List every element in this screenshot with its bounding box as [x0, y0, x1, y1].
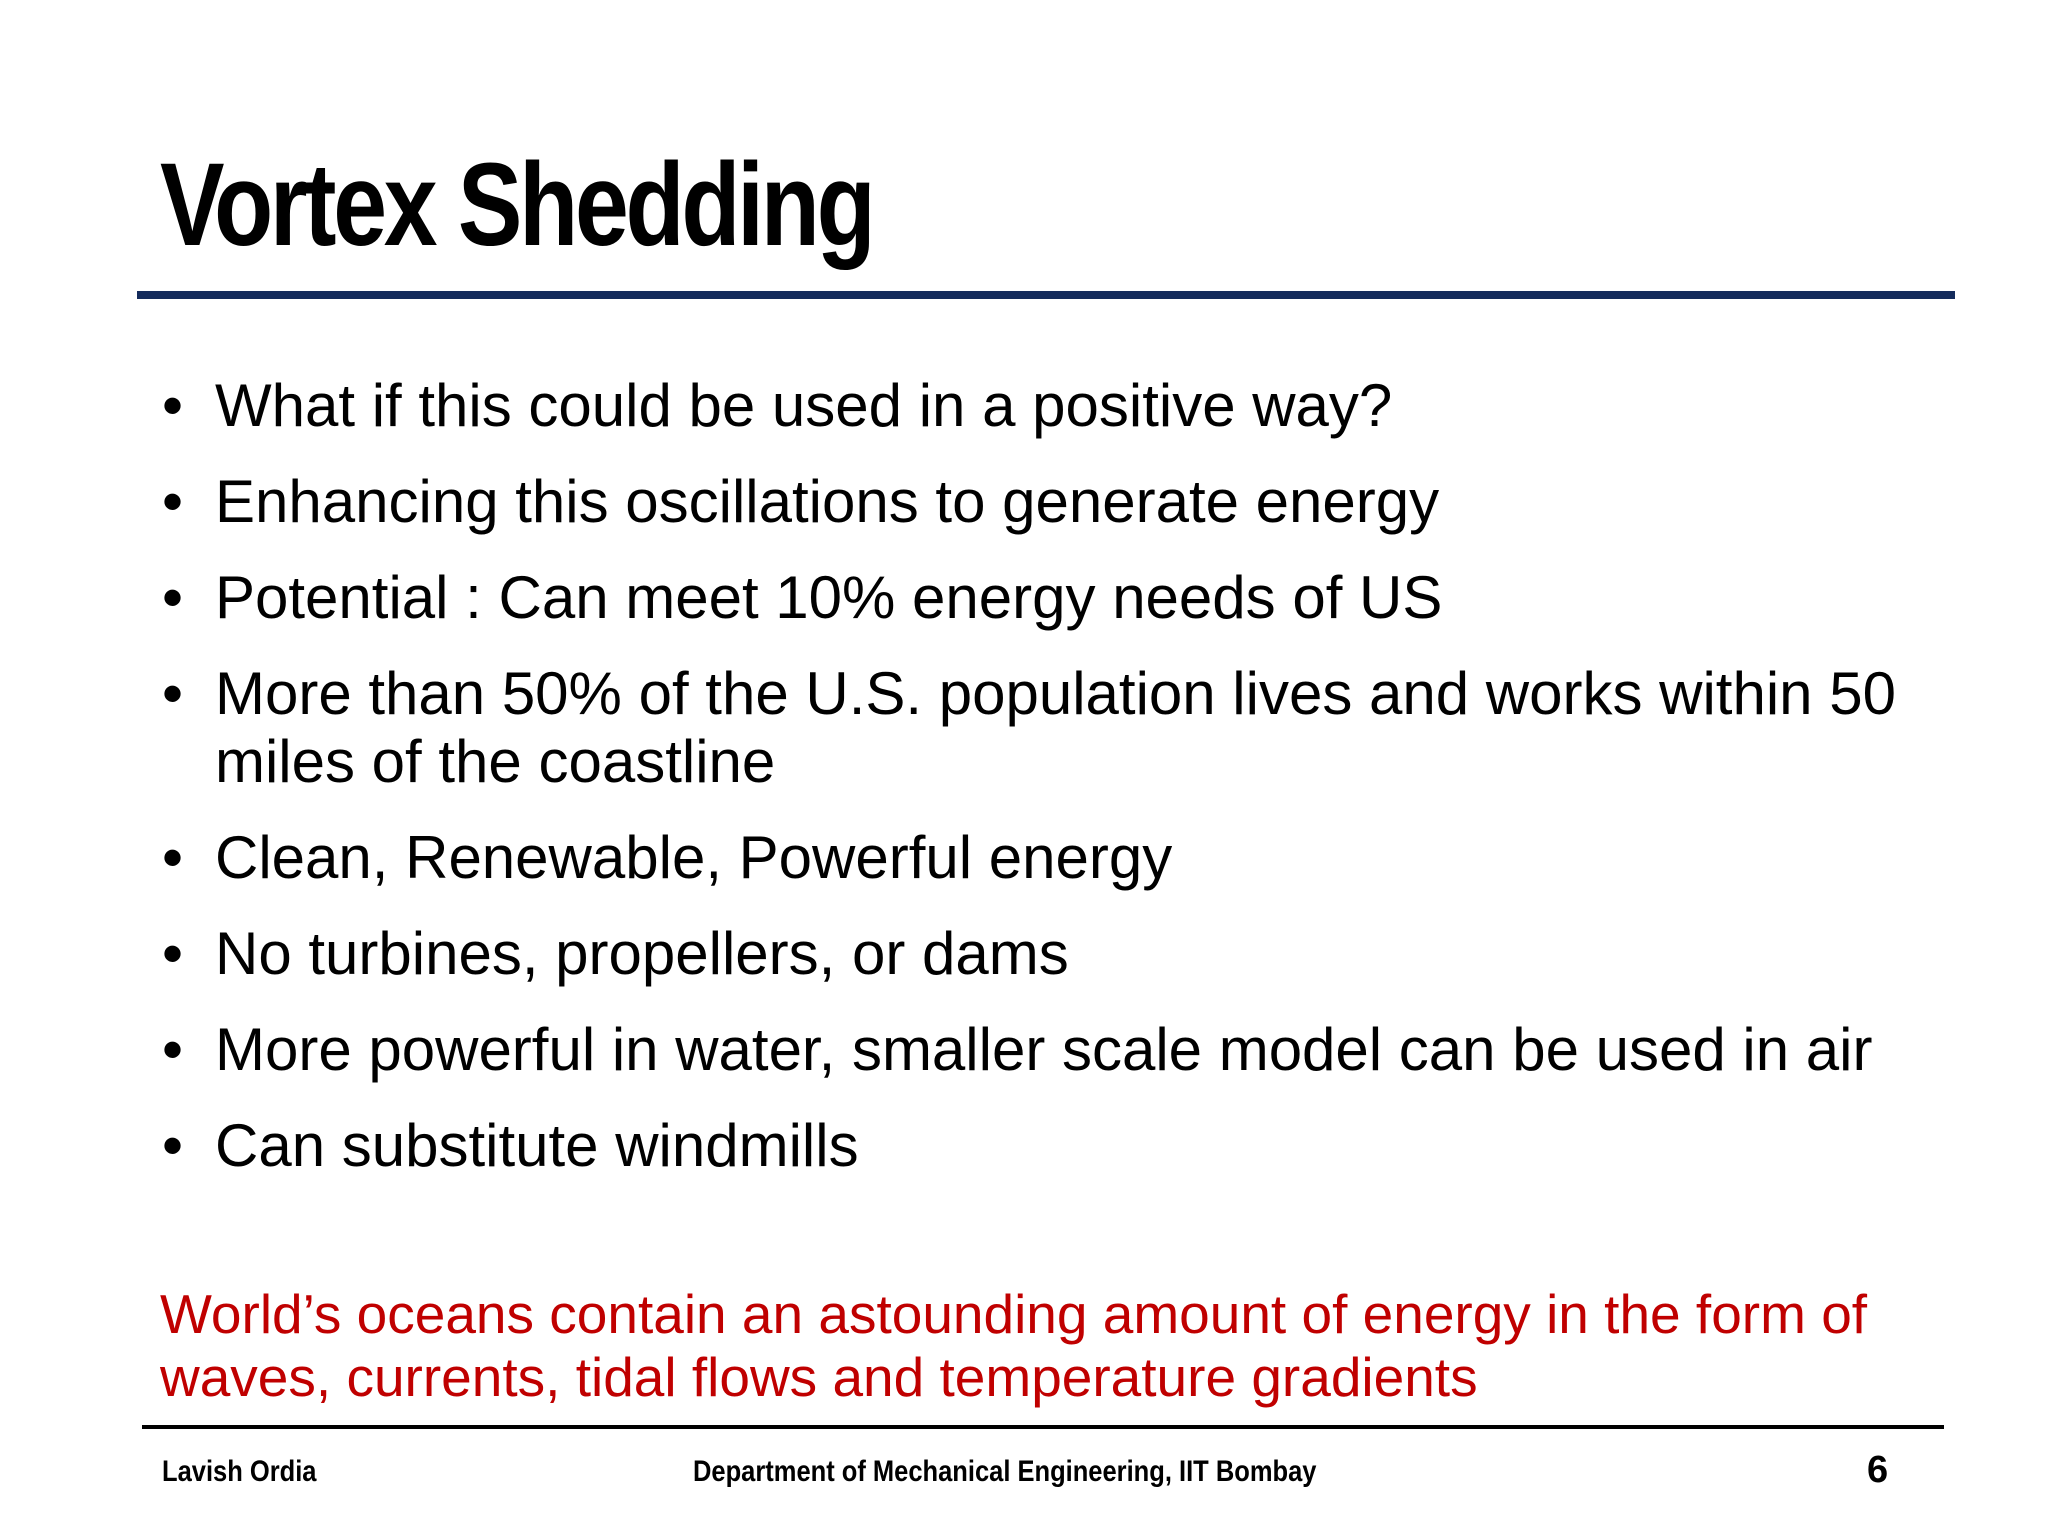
bullet-dot: •: [162, 824, 184, 891]
bullet-text: Enhancing this oscillations to generate energy: [215, 468, 1440, 535]
bullet-item: [160, 660, 1930, 796]
bullet-item: [160, 564, 1930, 632]
bullet-item: [160, 372, 1930, 440]
bullet-text: What if this could be used in a positive way?: [215, 372, 1393, 439]
bullet-text: Can substitute windmills: [215, 1112, 859, 1179]
bullet-dot: •: [162, 1112, 184, 1179]
bullet-dot: •: [162, 1016, 184, 1083]
bullet-text: Clean, Renewable, Powerful energy: [215, 824, 1173, 891]
bullet-dot: •: [162, 660, 184, 727]
bullet-dot: •: [162, 920, 184, 987]
bullet-list: [160, 372, 1930, 1208]
page-number: 6: [1867, 1449, 1889, 1491]
bullet-dot: •: [162, 564, 184, 631]
bullet-item: [160, 920, 1930, 988]
footer-department: Department of Mechanical Engineering, IIT Bombay: [693, 1455, 1317, 1488]
footer-rule: [142, 1425, 1944, 1429]
bullet-item: [160, 1016, 1930, 1084]
bullet-dot: •: [162, 372, 184, 439]
bullet-item: [160, 1112, 1930, 1180]
bullet-text: More than 50% of the U.S. population lives and works within 50 miles of the coastline: [215, 660, 1896, 795]
bullet-text: Potential : Can meet 10% energy needs of US: [215, 564, 1443, 631]
highlight-note: World’s oceans contain an astounding amount of energy in the form of waves, currents, tidal flows and temperature gradients: [160, 1283, 1868, 1408]
title-underline-rule: [137, 291, 1955, 299]
bullet-text: No turbines, propellers, or dams: [215, 920, 1069, 987]
bullet-item: [160, 824, 1930, 892]
bullet-text: More powerful in water, smaller scale model can be used in air: [215, 1016, 1873, 1083]
footer-author: Lavish Ordia: [162, 1455, 317, 1488]
slide-title: Vortex Shedding: [160, 139, 873, 271]
bullet-dot: •: [162, 468, 184, 535]
bullet-item: [160, 468, 1930, 536]
